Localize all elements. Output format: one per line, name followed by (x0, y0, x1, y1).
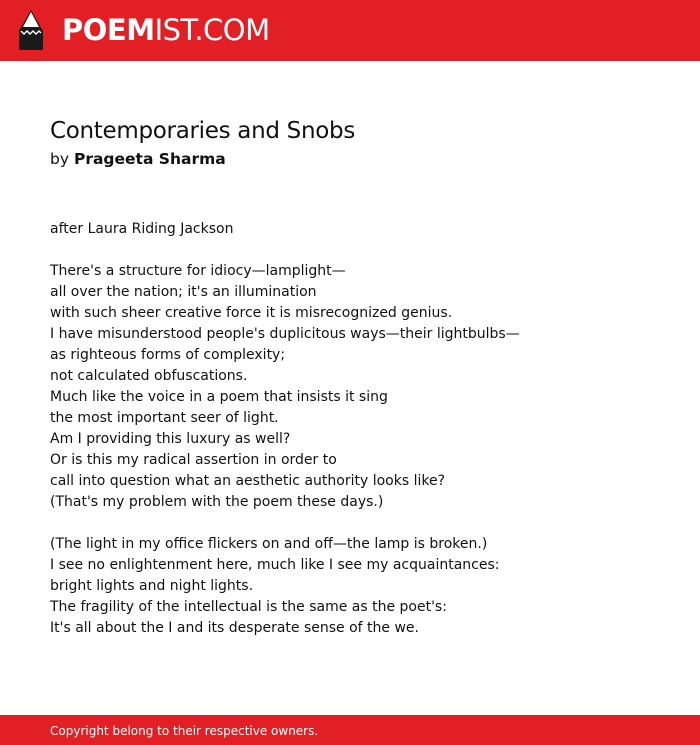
poem-line: There's a structure for idiocy—lamplight— (50, 263, 346, 279)
poem-body (50, 219, 670, 639)
stanza-break (50, 513, 670, 534)
poem-line: the most important seer of light. (50, 410, 279, 426)
poem-line: Much like the voice in a poem that insists it sing (50, 389, 388, 405)
site-logo[interactable] (62, 13, 270, 47)
stanza-break (50, 240, 670, 261)
logo-light-text: IST.COM (154, 13, 270, 47)
poem-line: bright lights and night lights. (50, 578, 254, 594)
poem-line: (The light in my office flickers on and off—the lamp is broken.) (50, 536, 488, 552)
poem-line: Am I providing this luxury as well? (50, 431, 291, 447)
site-footer (0, 715, 700, 745)
poem-line: The fragility of the intellectual is the same as the poet's: (50, 599, 447, 615)
poem-line: I see no enlightenment here, much like I see my acquaintances: (50, 557, 500, 573)
poem-line: call into question what an aesthetic authority looks like? (50, 473, 445, 489)
poem-line: all over the nation; it's an illumination (50, 284, 317, 300)
poem-title: Contemporaries and Snobs (50, 118, 356, 144)
poem-line: (That's my problem with the poem these days.) (50, 494, 384, 510)
pencil-tip-icon[interactable] (17, 9, 45, 51)
poem-line: with such sheer creative force it is misrecognized genius. (50, 305, 453, 321)
poem-epigraph: after Laura Riding Jackson (50, 221, 234, 237)
poem-line: not calculated obfuscations. (50, 368, 248, 384)
poem-line: It's all about the I and its desperate sense of the we. (50, 620, 419, 636)
logo-bold-text: POEM (62, 13, 155, 47)
poem-line: I have misunderstood people's duplicitous ways—their lightbulbs— (50, 326, 520, 342)
by-label: by (50, 150, 70, 168)
poem-line: as righteous forms of complexity; (50, 347, 286, 363)
poem-line: Or is this my radical assertion in order to (50, 452, 337, 468)
site-header (0, 0, 700, 61)
copyright-text: Copyright belong to their respective owners. (50, 724, 319, 738)
byline (50, 149, 226, 169)
author-name[interactable]: Prageeta Sharma (73, 150, 226, 168)
